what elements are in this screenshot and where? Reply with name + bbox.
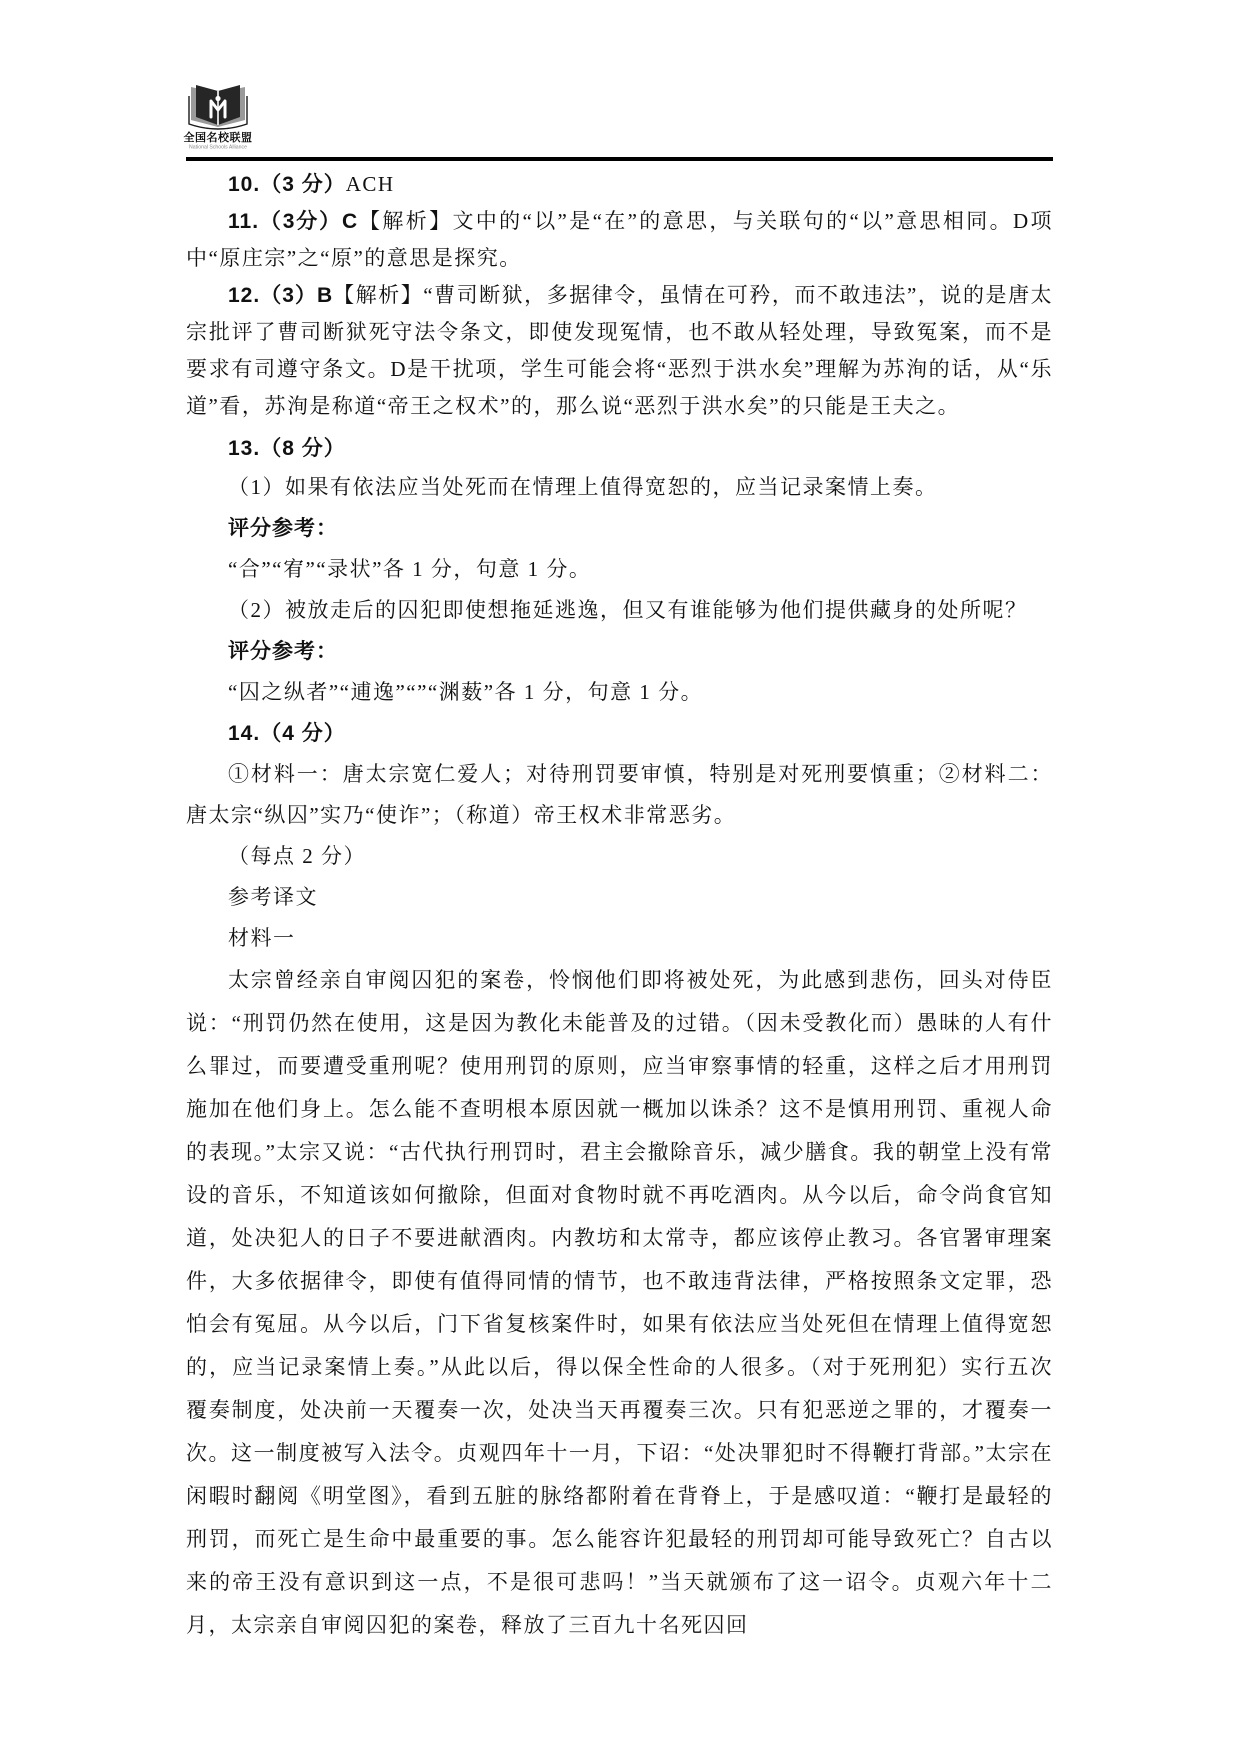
header-divider [186, 157, 1053, 161]
paragraph [186, 467, 1053, 508]
paragraph-text: 太宗曾经亲自审阅囚犯的案卷，怜悯他们即将被处死，为此感到悲伤，回头对侍臣说：“刑罚仍然在使用，这是因为教化未能普及的过错。（因未受教化而）愚昧的人有什么罪过，而要遭受重刑呢？使用刑罚的原则，应当审察事情的轻重，这样之后才用刑罚施加在他们身上。怎么能不查明根本原因就一概加以诛杀？这不是慎用刑罚、重视人命的表现。”太宗又说：“古代执行刑罚时，君主会撤除音乐，减少膳食。我的朝堂上没有常设的音乐，不知道该如何撤除，但面对食物时就不再吃酒肉。从今以后，命令尚食官知道，处决犯人的日子不要进献酒肉。内教坊和太常寺，都应该停止教习。各官署审理案件，大多依据律令，即使有值得同情的情节，也不敢违背法律，严格按照条文定罪，恐怕会有冤屈。从今以后，门下省复核案件时，如果有依法应当处死但在情理上值得宽恕的，应当记录案情上奏。”从此以后，得以保全性命的人很多。（对于死刑犯）实行五次覆奏制度，处决前一天覆奏一次，处决当天再覆奏三次。只有犯恶逆之罪的，才覆奏一次。这一制度被写入法令。贞观四年十一月，下诏：“处决罪犯时不得鞭打背部。”太宗在闲暇时翻阅《明堂图》，看到五脏的脉络都附着在背脊上，于是感叹道：“鞭打是最轻的刑罚，而死亡是生命中最重要的事。怎么能容许犯最轻的刑罚却可能导致死亡？自古以来的帝王没有意识到这一点，不是很可悲吗！”当天就颁布了这一诏令。贞观六年十二月，太宗亲自审阅囚犯的案卷，释放了三百九十名死囚回 [186, 968, 1053, 1637]
paragraph-bold-label: 评分参考： [228, 640, 338, 663]
paragraph-text: （1）如果有依法应当处死而在情理上值得宽恕的，应当记录案情上奏。 [228, 475, 938, 499]
paragraph [186, 203, 1053, 277]
paragraph-bold-label: 10.（3 分） [228, 173, 346, 196]
open-book-logo-icon [187, 84, 249, 130]
paragraph-bold-label: 13.（8 分） [228, 437, 346, 460]
paragraph-text: “囚之纵者”“逋逸”“”“渊薮”各 1 分，句意 1 分。 [228, 680, 704, 704]
paragraph [186, 508, 1053, 549]
paragraph [186, 166, 1053, 203]
paragraph-text: （2）被放走后的囚犯即使想拖延逃逸，但又有谁能够为他们提供藏身的处所呢？ [228, 598, 1028, 622]
paragraph-text: ①材料一：唐太宗宽仁爱人；对待刑罚要审慎，特别是对死刑要慎重；②材料二：唐太宗“纵囚”实乃“使诈”；（称道）帝王权术非常恶劣。 [186, 762, 1053, 827]
paragraph-text: ACH [345, 172, 395, 196]
paragraph-bold-label: 14.（4 分） [228, 722, 346, 745]
paragraph [186, 672, 1053, 713]
paragraph [186, 430, 1053, 467]
paragraph [186, 277, 1053, 425]
paragraph [186, 713, 1053, 754]
paragraph-text: 【解析】“曹司断狱，多据律令，虽情在可矜，而不敢违法”，说的是唐太宗批评了曹司断狱死守法令条文，即使发现冤情，也不敢从轻处理，导致冤案，而不是要求有司遵守条文。D是干扰项，学生可能会将“恶烈于洪水矣”理解为苏洵的话，从“乐道”看，苏洵是称道“帝王之权术”的，那么说“恶烈于洪水矣”的只能是王夫之。 [186, 283, 1054, 418]
paragraph-text: 材料一 [228, 926, 296, 950]
paragraph-text: 【解析】文中的“以”是“在”的意思，与关联句的“以”意思相同。D项中“原庄宗”之“原”的意思是探究。 [186, 209, 1053, 270]
logo-subtitle: National Schools Alliance [189, 144, 247, 151]
logo-title: 全国名校联盟 [183, 132, 253, 144]
paragraph [186, 549, 1053, 590]
paragraph-text: 参考译文 [228, 885, 318, 909]
paragraph-text: “合”“宥”“录状”各 1 分，句意 1 分。 [228, 557, 592, 581]
paragraph [186, 631, 1053, 672]
paragraph-bold-label: 12.（3）B [228, 284, 334, 307]
school-alliance-logo [183, 84, 253, 152]
paragraph-bold-label: 评分参考： [228, 517, 338, 540]
paragraph [186, 959, 1053, 1647]
paragraph [186, 836, 1053, 877]
document-body [186, 166, 1053, 1647]
paragraph-bold-label: 11.（3分）C [228, 210, 359, 233]
paragraph [186, 754, 1053, 836]
paragraph [186, 590, 1053, 631]
paragraph [186, 877, 1053, 918]
paragraph-text: （每点 2 分） [228, 844, 366, 868]
paragraph [186, 918, 1053, 959]
